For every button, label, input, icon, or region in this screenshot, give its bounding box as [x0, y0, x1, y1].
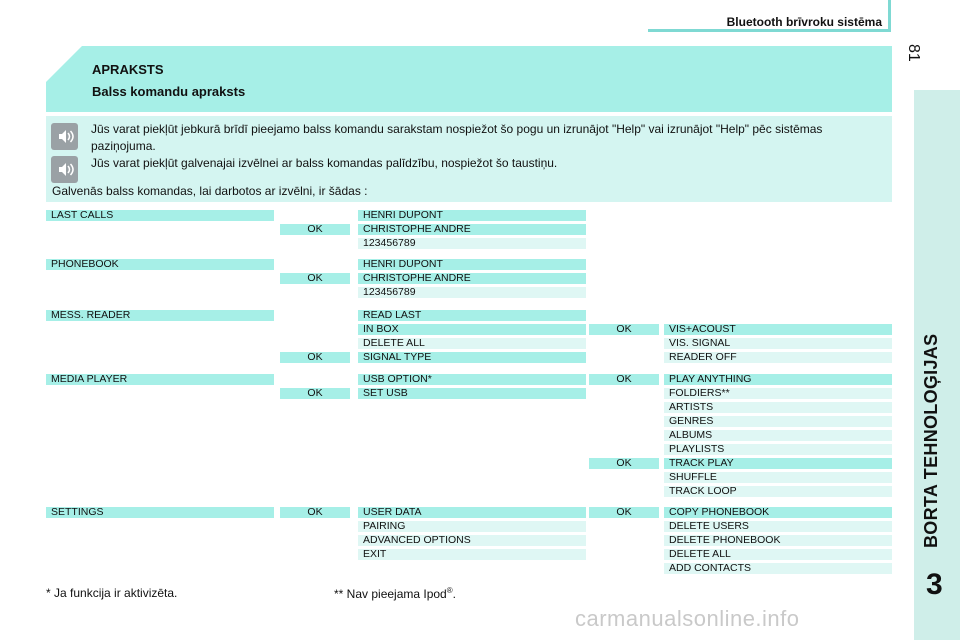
ok-marker: OK: [589, 458, 659, 469]
command-cell: 123456789: [358, 238, 586, 249]
command-cell: EXIT: [358, 549, 586, 560]
footnote-ipod-text: ** Nav pieejama Ipod: [334, 587, 447, 601]
command-cell: ARTISTS: [664, 402, 892, 413]
watermark: carmanualsonline.info: [575, 606, 800, 631]
section-title: APRAKSTS: [92, 62, 164, 77]
ok-marker: OK: [280, 273, 350, 284]
command-cell: FOLDIERS**: [664, 388, 892, 399]
command-cell: HENRI DUPONT: [358, 210, 586, 221]
registered-mark: ®: [446, 586, 453, 595]
command-cell: ALBUMS: [664, 430, 892, 441]
command-cell: DELETE USERS: [664, 521, 892, 532]
section-side-label: BORTA TEHNOLOĢIJAS: [921, 333, 941, 548]
ok-marker: OK: [589, 374, 659, 385]
command-cell: MESS. READER: [46, 310, 274, 321]
info-text-help: Jūs varat piekļūt jebkurā brīdī pieejamo balss komandu sarakstam nospiežot šo pogu un izrunājot "Help" vai izrunājot "Help" pēc sistēmas paziņojuma.: [91, 122, 823, 153]
ok-marker: OK: [589, 507, 659, 518]
speaker-icon: [51, 156, 78, 183]
ok-marker: OK: [280, 224, 350, 235]
footnote-ipod-end: .: [452, 587, 456, 601]
ok-marker: OK: [280, 352, 350, 363]
command-cell: PLAY ANYTHING: [664, 374, 892, 385]
command-cell: ADD CONTACTS: [664, 563, 892, 574]
command-cell: PLAYLISTS: [664, 444, 892, 455]
ok-marker: OK: [589, 324, 659, 335]
page-number: 81: [905, 44, 922, 62]
info-text-menu: Jūs varat piekļūt galvenajai izvēlnei ar balss komandas palīdzību, nospiežot šo taustiņu.: [91, 156, 558, 170]
info-intro: Galvenās balss komandas, lai darbotos ar izvēlni, ir šādas :: [52, 184, 368, 198]
ok-marker: OK: [280, 388, 350, 399]
command-cell: VIS. SIGNAL: [664, 338, 892, 349]
command-cell: READ LAST: [358, 310, 586, 321]
command-cell: HENRI DUPONT: [358, 259, 586, 270]
command-cell: LAST CALLS: [46, 210, 274, 221]
command-cell: VIS+ACOUST: [664, 324, 892, 335]
command-cell: READER OFF: [664, 352, 892, 363]
command-cell: GENRES: [664, 416, 892, 427]
command-cell: ADVANCED OPTIONS: [358, 535, 586, 546]
command-cell: TRACK LOOP: [664, 486, 892, 497]
command-cell: SHUFFLE: [664, 472, 892, 483]
command-cell: CHRISTOPHE ANDRÉ: [358, 224, 586, 235]
command-cell: SETTINGS: [46, 507, 274, 518]
command-cell: SIGNAL TYPE: [358, 352, 586, 363]
header-rule-vertical: [888, 0, 891, 32]
footnote-ipod: [334, 586, 456, 601]
command-cell: DELETE PHONEBOOK: [664, 535, 892, 546]
command-cell: 123456789: [358, 287, 586, 298]
title-box: [46, 46, 892, 112]
command-cell: MEDIA PLAYER: [46, 374, 274, 385]
command-cell: USB OPTION*: [358, 374, 586, 385]
command-cell: SET USB: [358, 388, 586, 399]
command-cell: CHRISTOPHE ANDRÉ: [358, 273, 586, 284]
command-cell: DELETE ALL: [358, 338, 586, 349]
command-cell: DELETE ALL: [664, 549, 892, 560]
header-title: Bluetooth brīvroku sistēma: [726, 15, 882, 29]
ok-marker: OK: [280, 507, 350, 518]
footnote-activated: * Ja funkcija ir aktivizēta.: [46, 586, 178, 600]
command-cell: IN BOX: [358, 324, 586, 335]
speaker-icon: [51, 123, 78, 150]
command-cell: PHONEBOOK: [46, 259, 274, 270]
command-cell: TRACK PLAY: [664, 458, 892, 469]
header-rule: [648, 29, 890, 32]
chapter-number: 3: [926, 568, 943, 601]
command-cell: PAIRING: [358, 521, 586, 532]
command-cell: COPY PHONEBOOK: [664, 507, 892, 518]
command-cell: USER DATA: [358, 507, 586, 518]
section-subtitle: Balss komandu apraksts: [92, 84, 246, 99]
